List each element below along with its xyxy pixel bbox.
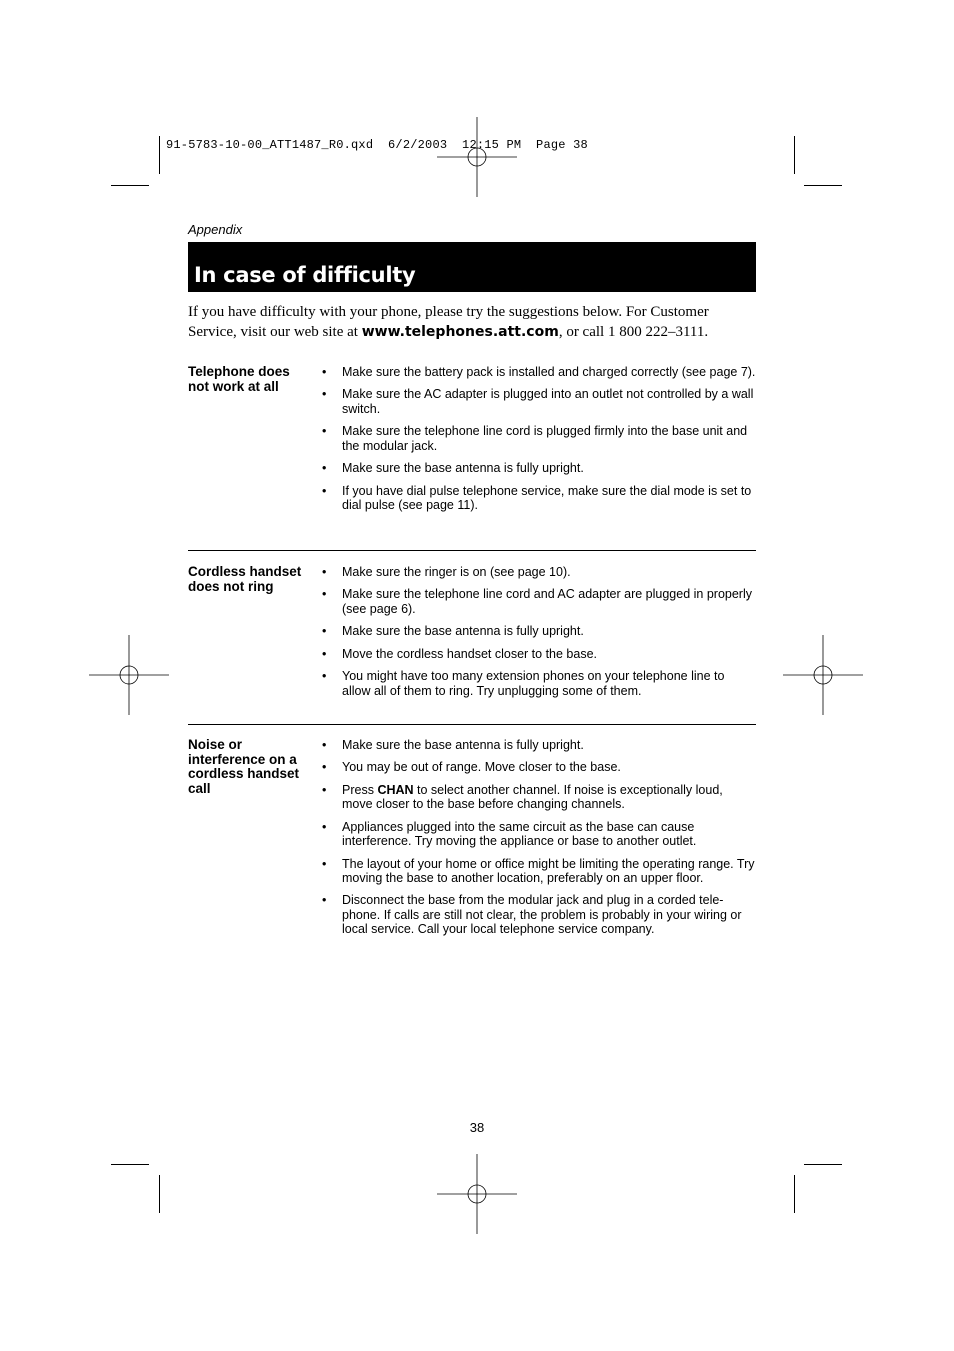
- registration-mark-icon: [437, 1154, 517, 1234]
- list-item: • Make sure the base antenna is fully upright.: [322, 738, 756, 752]
- page-number: 38: [469, 1120, 485, 1135]
- suggestion-list: [322, 565, 756, 706]
- intro-phone-text: , or call 1 800 222–3111.: [558, 323, 709, 340]
- suggestion-list: [322, 365, 756, 520]
- crop-mark: [111, 185, 149, 186]
- page-title: In case of difficulty: [194, 263, 416, 287]
- section-label: Appendix: [188, 222, 243, 237]
- title-bar: [188, 242, 756, 292]
- crop-mark: [159, 1175, 160, 1213]
- chan-key-label: CHAN: [377, 782, 414, 797]
- suggestion-list: [322, 738, 756, 944]
- divider: [188, 724, 756, 725]
- list-item: • Make sure the AC adapter is plugged into an outlet not controlled by a wall switch.: [322, 387, 756, 416]
- list-item: • Appliances plugged into the same circuit as the base can cause interference. Try moving the appliance or base to another outlet.: [322, 820, 756, 849]
- crop-mark: [794, 1175, 795, 1213]
- trouble-heading: Cordless handset does not ring: [188, 564, 302, 594]
- chan-text-before: Press: [342, 782, 378, 797]
- list-item: • Make sure the base antenna is fully upright.: [322, 624, 756, 638]
- website-link[interactable]: www.telephones.att.com: [361, 323, 559, 340]
- list-item: • Make sure the telephone line cord is plugged firmly into the base unit and the modular jack.: [322, 424, 756, 453]
- registration-mark-icon: [89, 635, 169, 715]
- crop-mark: [804, 185, 842, 186]
- chan-text-after: to select another channel. If noise is exceptionally loud, move closer to the base before changing channels.: [342, 782, 723, 812]
- crop-mark: [804, 1164, 842, 1165]
- intro-text: If you have difficulty with your phone, please try the suggestions below. For Customer Service, visit our web site at: [188, 304, 709, 340]
- list-item: • Make sure the ringer is on (see page 10).: [322, 565, 756, 579]
- registration-mark-icon: [437, 117, 517, 197]
- intro-paragraph: [188, 303, 758, 342]
- trouble-heading: Telephone does not work at all: [188, 364, 290, 394]
- list-item: • Make sure the base antenna is fully upright.: [322, 461, 756, 475]
- list-item: • Disconnect the base from the modular jack and plug in a corded tele-phone. If calls are still not clear, the problem is probably in your wiring or local service. Call your local telephone service company.: [322, 893, 756, 936]
- trouble-heading: Noise or interference on a cordless handset call: [188, 737, 300, 796]
- crop-mark: [159, 136, 160, 174]
- list-item: • You might have too many extension phones on your telephone line to allow all of them to ring. Try unplugging some of them.: [322, 669, 756, 698]
- list-item: • Make sure the telephone line cord and AC adapter are plugged in properly (see page 6).: [322, 587, 756, 616]
- registration-mark-icon: [783, 635, 863, 715]
- list-item: • You may be out of range. Move closer to the base.: [322, 760, 756, 774]
- divider: [188, 550, 756, 551]
- list-item: • The layout of your home or office might be limiting the operating range. Try moving the base to another location, preferably on an upper floor.: [322, 857, 756, 886]
- list-item: • Move the cordless handset closer to the base.: [322, 647, 756, 661]
- list-item: • If you have dial pulse telephone service, make sure the dial mode is set to dial pulse (see page 11).: [322, 484, 756, 513]
- crop-mark: [794, 136, 795, 174]
- list-item: • Make sure the battery pack is installed and charged correctly (see page 7).: [322, 365, 756, 379]
- crop-mark: [111, 1164, 149, 1165]
- list-item: [322, 783, 756, 812]
- printer-slug: 91-5783-10-00_ATT1487_R0.qxd 6/2/2003 12:15 PM Page 38: [166, 138, 588, 152]
